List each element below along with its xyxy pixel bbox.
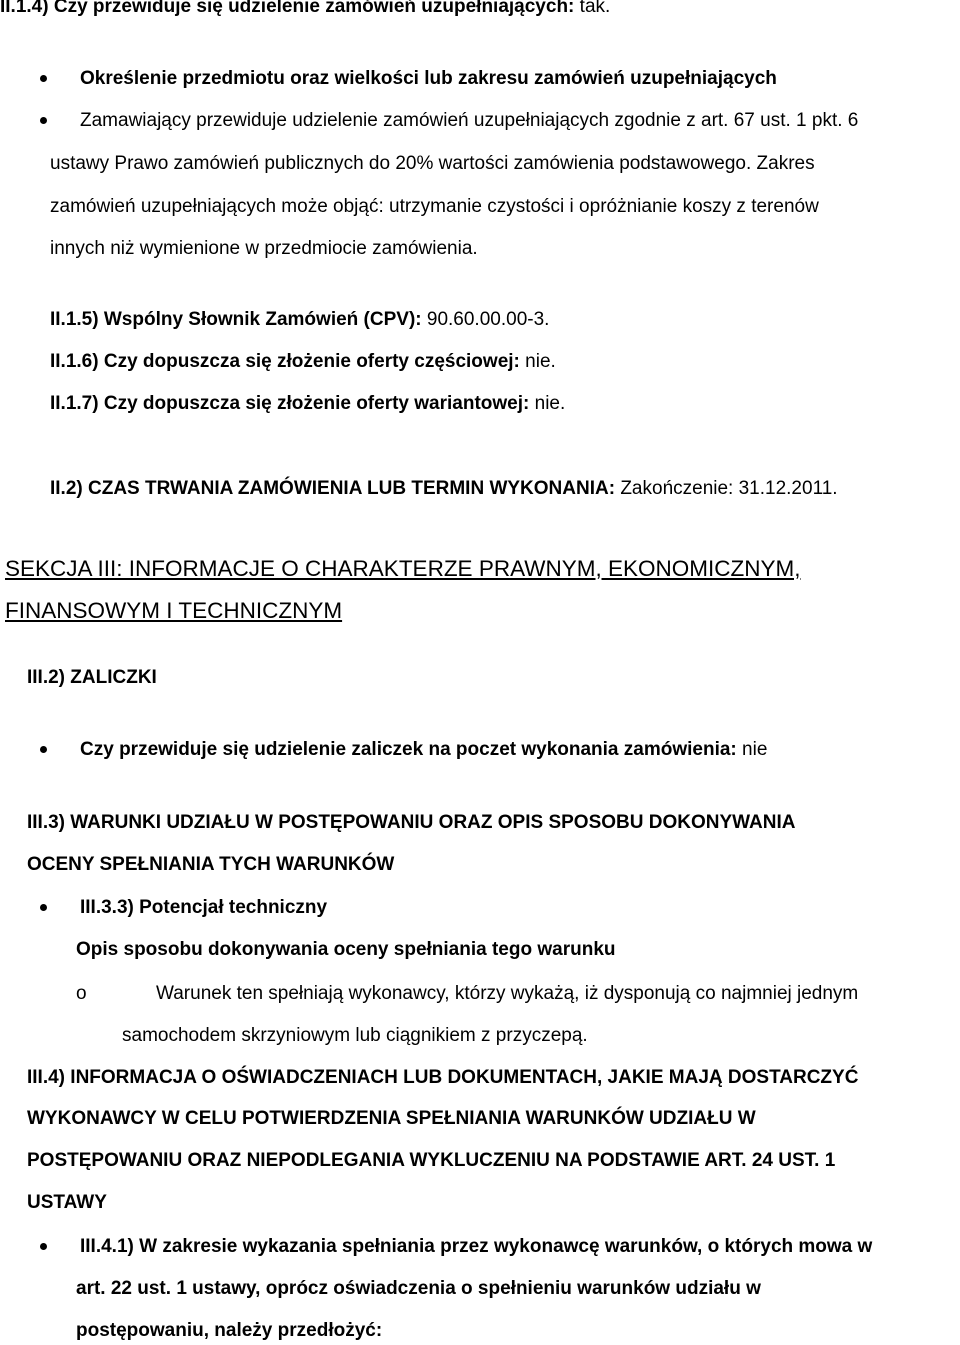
sekcja-iii-title: SEKCJA III: INFORMACJE O CHARAKTERZE PRAWNYM, EKONOMICZNYM,	[5, 556, 801, 581]
bullet-dot	[40, 746, 47, 753]
oferta-wariantowa-label: II.1.7) Czy dopuszcza się złożenie oferty wariantowej:	[50, 393, 530, 414]
section-ii-1-4-label: II.1.4) Czy przewiduje się udzielenie zamówień uzupełniających:	[0, 0, 575, 17]
paragraph-line: innych niż wymienione w przedmiocie zamówienia.	[50, 238, 478, 259]
section-ii-1-5	[50, 309, 549, 331]
sekcja-iii-title: FINANSOWYM I TECHNICZNYM	[5, 598, 343, 623]
bullet-dot	[40, 904, 47, 911]
paragraph-line: ustawy Prawo zamówień publicznych do 20% wartości zamówienia podstawowego. Zakres	[50, 153, 815, 174]
oferta-czesciowa-label: II.1.6) Czy dopuszcza się złożenie oferty częściowej:	[50, 351, 520, 372]
list-marker-o: o	[76, 983, 87, 1004]
paragraph-line: zamówień uzupełniających może objąć: utrzymanie czystości i opróżnianie koszy z terenów	[50, 196, 819, 217]
section-ii-1-6	[50, 351, 556, 373]
section-ii-1-4	[0, 0, 610, 18]
cpv-label: II.1.5) Wspólny Słownik Zamówień (CPV):	[50, 309, 422, 330]
warunek-text: Warunek ten spełniają wykonawcy, którzy wykażą, iż dysponują co najmniej jednym	[156, 983, 859, 1004]
oswiadczenia-heading: III.4) INFORMACJA O OŚWIADCZENIACH LUB DOKUMENTACH, JAKIE MAJĄ DOSTARCZYĆ	[27, 1067, 859, 1088]
potencjal-techniczny-heading: III.3.3) Potencjał techniczny	[80, 897, 328, 918]
zaliczki-question	[80, 739, 767, 761]
section-ii-1-4-value: tak.	[574, 0, 611, 17]
czas-trwania-value: Zakończenie: 31.12.2011.	[615, 478, 838, 499]
zaliczki-question-label: Czy przewiduje się udzielenie zaliczek na poczet wykonania zamówienia:	[80, 739, 737, 760]
bullet-dot	[40, 1243, 47, 1250]
warunki-heading: III.3) WARUNKI UDZIAŁU W POSTĘPOWANIU ORAZ OPIS SPOSOBU DOKONYWANIA	[27, 812, 796, 833]
iii-4-1-text: III.4.1) W zakresie wykazania spełniania przez wykonawcę warunków, o których mowa w	[80, 1236, 873, 1257]
oswiadczenia-heading: WYKONAWCY W CELU POTWIERDZENIA SPEŁNIANIA WARUNKÓW UDZIAŁU W	[27, 1108, 756, 1129]
warunki-heading: OCENY SPEŁNIANIA TYCH WARUNKÓW	[27, 854, 395, 875]
czas-trwania-label: II.2) CZAS TRWANIA ZAMÓWIENIA LUB TERMIN WYKONANIA:	[50, 478, 616, 499]
section-ii-1-7	[50, 393, 565, 415]
zaliczki-heading: III.2) ZALICZKI	[27, 667, 157, 688]
oswiadczenia-heading: POSTĘPOWANIU ORAZ NIEPODLEGANIA WYKLUCZENIU NA PODSTAWIE ART. 24 UST. 1	[27, 1150, 836, 1171]
iii-4-1-text: postępowaniu, należy przedłożyć:	[76, 1320, 383, 1341]
opis-sposobu-heading: Opis sposobu dokonywania oceny spełniania tego warunku	[76, 939, 616, 960]
paragraph-line: Zamawiający przewiduje udzielenie zamówień uzupełniających zgodnie z art. 67 ust. 1 pkt. 6	[80, 110, 859, 131]
section-ii-2	[50, 478, 838, 500]
oferta-wariantowa-value: nie.	[529, 393, 566, 414]
bullet-dot	[40, 117, 47, 124]
cpv-value: 90.60.00.00-3.	[421, 309, 550, 330]
oswiadczenia-heading: USTAWY	[27, 1192, 107, 1213]
iii-4-1-text: art. 22 ust. 1 ustawy, oprócz oświadczenia o spełnieniu warunków udziału w	[76, 1278, 761, 1299]
oferta-czesciowa-value: nie.	[519, 351, 556, 372]
zamowienia-uzupelniajace-heading: Określenie przedmiotu oraz wielkości lub zakresu zamówień uzupełniających	[80, 68, 777, 89]
warunek-text: samochodem skrzyniowym lub ciągnikiem z przyczepą.	[122, 1025, 588, 1046]
zaliczki-answer: nie	[736, 739, 768, 760]
bullet-dot	[40, 75, 47, 82]
